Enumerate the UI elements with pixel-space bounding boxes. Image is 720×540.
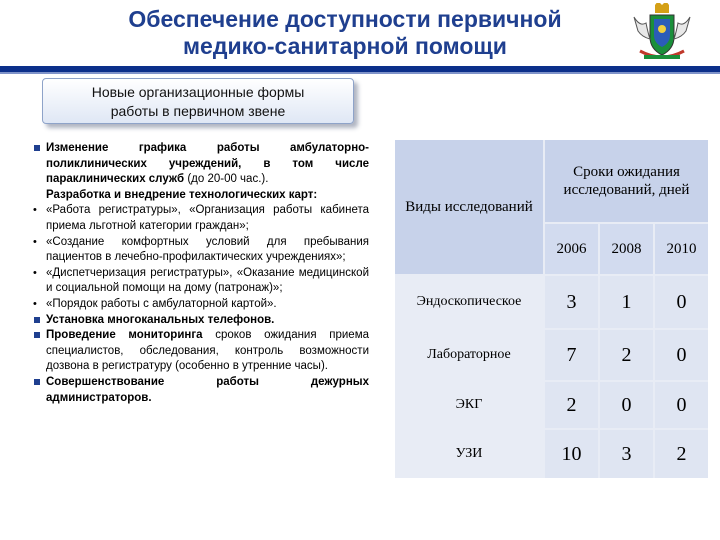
- square-bullet-icon: [34, 145, 40, 151]
- table-row-label: Эндоскопическое: [395, 276, 543, 328]
- bullet-text: «Диспетчеризация регистратуры», «Оказание медицинской и социальной помощи на дому (патронаж)»;: [46, 266, 369, 295]
- bullet-text: Установка многоканальных телефонов.: [46, 313, 275, 326]
- table-cell: 3: [600, 430, 653, 478]
- section-box-line2: работы в первичном звене: [110, 103, 286, 119]
- bullet-text: «Порядок работы с амбулаторной картой».: [46, 297, 277, 310]
- section-box: [42, 78, 354, 124]
- section-box-line1: Новые организационные формы: [91, 84, 305, 100]
- list-item: [32, 266, 369, 297]
- table-header-study-types: Виды исследований: [395, 140, 543, 274]
- dot-bullet-icon: •: [33, 235, 37, 248]
- bullet-text: Изменение графика работы амбулаторно-поликлинических учреждений, в том числе параклинических служб: [46, 142, 369, 186]
- list-item: [32, 328, 369, 375]
- bullet-text-suffix: (до 20-00 час.).: [184, 173, 269, 186]
- table-cell: 1: [600, 276, 653, 328]
- table-header-year: 2006: [545, 224, 598, 274]
- table-row-label: ЭКГ: [395, 382, 543, 428]
- dot-bullet-icon: •: [33, 266, 37, 279]
- square-bullet-icon: [34, 317, 40, 323]
- table-row-label: Лабораторное: [395, 330, 543, 380]
- square-bullet-icon: [34, 379, 40, 385]
- bullet-text-bold: Проведение мониторинга: [46, 329, 203, 342]
- table-row-label: УЗИ: [395, 430, 543, 478]
- waiting-times-table: [395, 140, 708, 478]
- list-item: [32, 313, 369, 329]
- bullet-text: сроков ожидания приема специалистов, обследования, контроль возможности дозвона в регистратуру (особенно в утренние часы).: [46, 329, 370, 373]
- table-cell: 0: [600, 382, 653, 428]
- table-cell: 10: [545, 430, 598, 478]
- table-cell: 7: [545, 330, 598, 380]
- table-header-year: 2008: [600, 224, 653, 274]
- region-coat-of-arms-icon: [630, 3, 694, 65]
- list-item: [32, 235, 369, 266]
- bullet-text: Совершенствование работы дежурных администраторов.: [46, 375, 369, 404]
- table-header-year: 2010: [655, 224, 708, 274]
- header-band-accent: [0, 72, 720, 74]
- table-cell: 3: [545, 276, 598, 328]
- table-cell: 2: [600, 330, 653, 380]
- bullet-text: «Работа регистратуры», «Организация работы кабинета приема льготной категории граждан»;: [46, 204, 369, 232]
- list-item: [32, 203, 369, 234]
- table-cell: 2: [655, 430, 708, 478]
- table-cell: 0: [655, 330, 708, 380]
- dot-bullet-icon: •: [33, 297, 37, 310]
- bullet-text: «Создание комфортных условий для пребывания пациентов в лечебно-профилактических учреждениях»;: [46, 235, 369, 264]
- bullet-list: [32, 141, 369, 406]
- table-cell: 0: [655, 276, 708, 328]
- bullet-subtext: Разработка и внедрение технологических карт:: [46, 188, 318, 201]
- list-item: [32, 297, 369, 313]
- table-cell: 0: [655, 382, 708, 428]
- list-item: [32, 375, 369, 406]
- table-cell: 2: [545, 382, 598, 428]
- table-header-waiting-days: Сроки ожидания исследований, дней: [545, 140, 708, 222]
- list-item: [32, 141, 369, 203]
- slide-title: Обеспечение доступности первичной медико-санитарной помощи: [128, 6, 562, 59]
- dot-bullet-icon: •: [33, 204, 37, 217]
- square-bullet-icon: [34, 332, 40, 338]
